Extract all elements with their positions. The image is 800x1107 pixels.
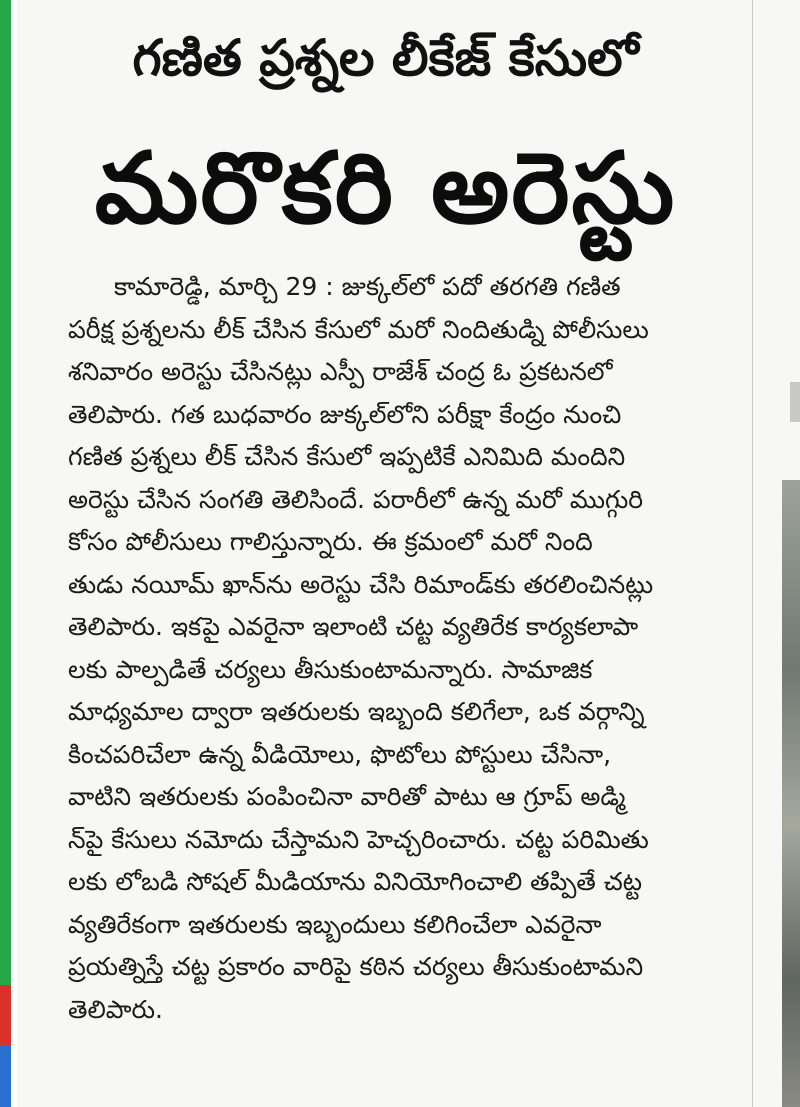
body-line: లకు లోబడి సోషల్ మీడియాను వినియోగించాలి తప్పితే చట్ట xyxy=(68,867,643,896)
body-line: తెలిపారు. గత బుధవారం జుక్కల్‌లోని పరీక్షా కేంద్రం నుంచి xyxy=(68,399,622,429)
body-line: పరీక్ష ప్రశ్నలను లీక్ చేసిన కేసులో మరో నిందితుడ్ని పోలీసులు xyxy=(68,314,649,344)
body-line: వ్యతిరేకంగా ఇతరులకు ఇబ్బందులు కలిగించేలా ఎవరైనా xyxy=(68,909,602,939)
page-margin xyxy=(11,0,17,1107)
article-body xyxy=(68,266,748,1031)
body-line: ప్రయత్నిస్తే చట్ట ప్రకారం వారిపై కఠిన చర్యలు తీసుకుంటామని xyxy=(68,952,644,981)
page-side-color-strip xyxy=(0,0,11,1107)
body-line: న్‌పై కేసులు నమోదు చేస్తామని హెచ్చరించారు. చట్ట పరిమితు xyxy=(68,824,649,854)
body-line: గణిత ప్రశ్నలు లీక్ చేసిన కేసులో ఇప్పటికే ఎనిమిది మందిని xyxy=(68,442,626,471)
body-line: కామారెడ్డి, మార్చి 29 : జుక్కల్‌లో పదో తరగతి గణిత xyxy=(114,272,621,301)
body-line: మాధ్యమాల ద్వారా ఇతరులకు ఇబ్బంది కలిగేలా, ఒక వర్గాన్ని xyxy=(68,697,645,726)
column-divider xyxy=(752,0,753,1107)
body-line: తెలిపారు. ఇకపై ఎవరైనా ఇలాంటి చట్ట వ్యతిరేక కార్యకలాపా xyxy=(68,612,639,641)
body-line: లకు పాల్పడితే చర్యలు తీసుకుంటామన్నారు. సామాజిక xyxy=(68,654,593,684)
body-line: కోసం పోలీసులు గాలిస్తున్నారు. ఈ క్రమంలో మరో నింది xyxy=(68,527,593,556)
headline-kicker: గణిత ప్రశ్నల లీకేజ్ కేసులో xyxy=(132,29,639,87)
body-line: కించపరిచేలా ఉన్న వీడియోలు, ఫొటోలు పోస్టులు చేసినా, xyxy=(68,739,612,769)
body-line: వాటిని ఇతరులకు పంపించినా వారితో పాటు ఆ గ్రూప్ అడ్మి xyxy=(68,782,626,811)
adjacent-column-fragment xyxy=(790,382,800,422)
body-line: అరెస్టు చేసిన సంగతి తెలిసిందే. పరారీలో ఉన్న మరో ముగ్గురి xyxy=(68,484,644,514)
body-line: శనివారం అరెస్టు చేసినట్లు ఎస్పీ రాజేశ్ చంద్ర ఓ ప్రకటనలో xyxy=(68,357,613,386)
adjacent-photo-fragment xyxy=(782,480,800,1107)
body-line: తుడు నయీమ్ ఖాన్‌ను అరెస్టు చేసి రిమాండ్‌కు తరలించినట్లు xyxy=(68,569,654,599)
body-line: తెలిపారు. xyxy=(68,994,163,1024)
headline-main: మరొకరి అరెస్టు xyxy=(94,132,677,246)
